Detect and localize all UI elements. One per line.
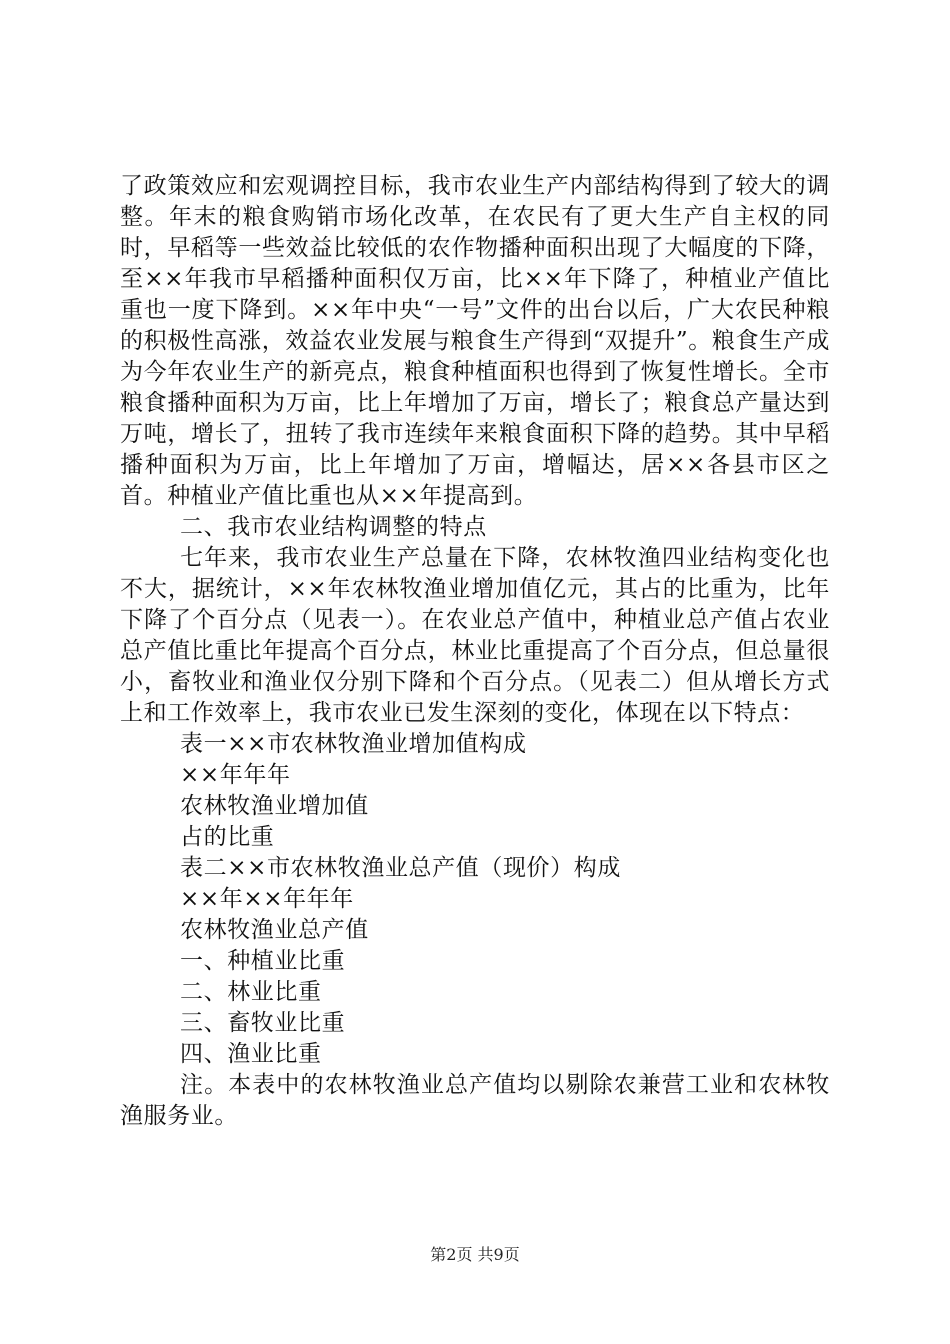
table-one-title: 表一××市农林牧渔业增加值构成 [180, 731, 527, 757]
page-number-footer: 第2页 共9页 [430, 1245, 520, 1264]
table-one-row-value-added: 农林牧渔业增加值 [180, 793, 369, 819]
table-one-years: ××年年年 [180, 762, 291, 788]
table-two-row-forestry: 二、林业比重 [180, 979, 322, 1005]
paragraph-continuation: 了政策效应和宏观调控目标，我市农业生产内部结构得到了较大的调整。年末的粮食购销市场化改革，在农民有了更大生产自主权的同时，早稻等一些效益比较低的农作物播种面积出现了大幅度的下降，至××年我市早稻播种面积仅万亩，比××年下降了，种植业产值比重也一度下降到。××年中央“一号”文件的出台以后，广大农民种粮的积极性高涨，效益农业发展与粮食生产得到“双提升”。粮食生产成为今年农业生产的新亮点，粮食种植面积也得到了恢复性增长。全市粮食播种面积为万亩，比上年增加了万亩，增长了；粮食总产量达到万吨，增长了，扭转了我市连续年来粮食面积下降的趋势。其中早稻播种面积为万亩，比上年增加了万亩，增幅达，居××各县市区之首。种植业产值比重也从××年提高到。 [120, 173, 830, 509]
table-two-row-fishery: 四、渔业比重 [180, 1041, 322, 1067]
table-two-row-total-output: 农林牧渔业总产值 [180, 917, 369, 943]
table-note: 注。本表中的农林牧渔业总产值均以剔除农兼营工业和农林牧渔服务业。 [120, 1072, 830, 1129]
table-one-row-share: 占的比重 [180, 824, 275, 850]
table-two-title: 表二××市农林牧渔业总产值（现价）构成 [180, 855, 621, 881]
document-body [120, 171, 830, 1132]
paragraph-structure-changes: 七年来，我市农业生产总量在下降，农林牧渔四业结构变化也不大，据统计，××年农林牧渔业增加值亿元，其占的比重为，比年下降了个百分点（见表一）。在农业总产值中，种植业总产值占农业总产值比重比年提高个百分点，林业比重提高了个百分点，但总量很小，畜牧业和渔业仅分别下降和个百分点。（见表二）但从增长方式上和工作效率上，我市农业已发生深刻的变化，体现在以下特点： [120, 545, 830, 726]
section-heading: 二、我市农业结构调整的特点 [180, 514, 487, 540]
table-two-years: ××年××年年年 [180, 886, 354, 912]
table-two-row-planting: 一、种植业比重 [180, 948, 346, 974]
table-two-row-livestock: 三、畜牧业比重 [180, 1010, 346, 1036]
